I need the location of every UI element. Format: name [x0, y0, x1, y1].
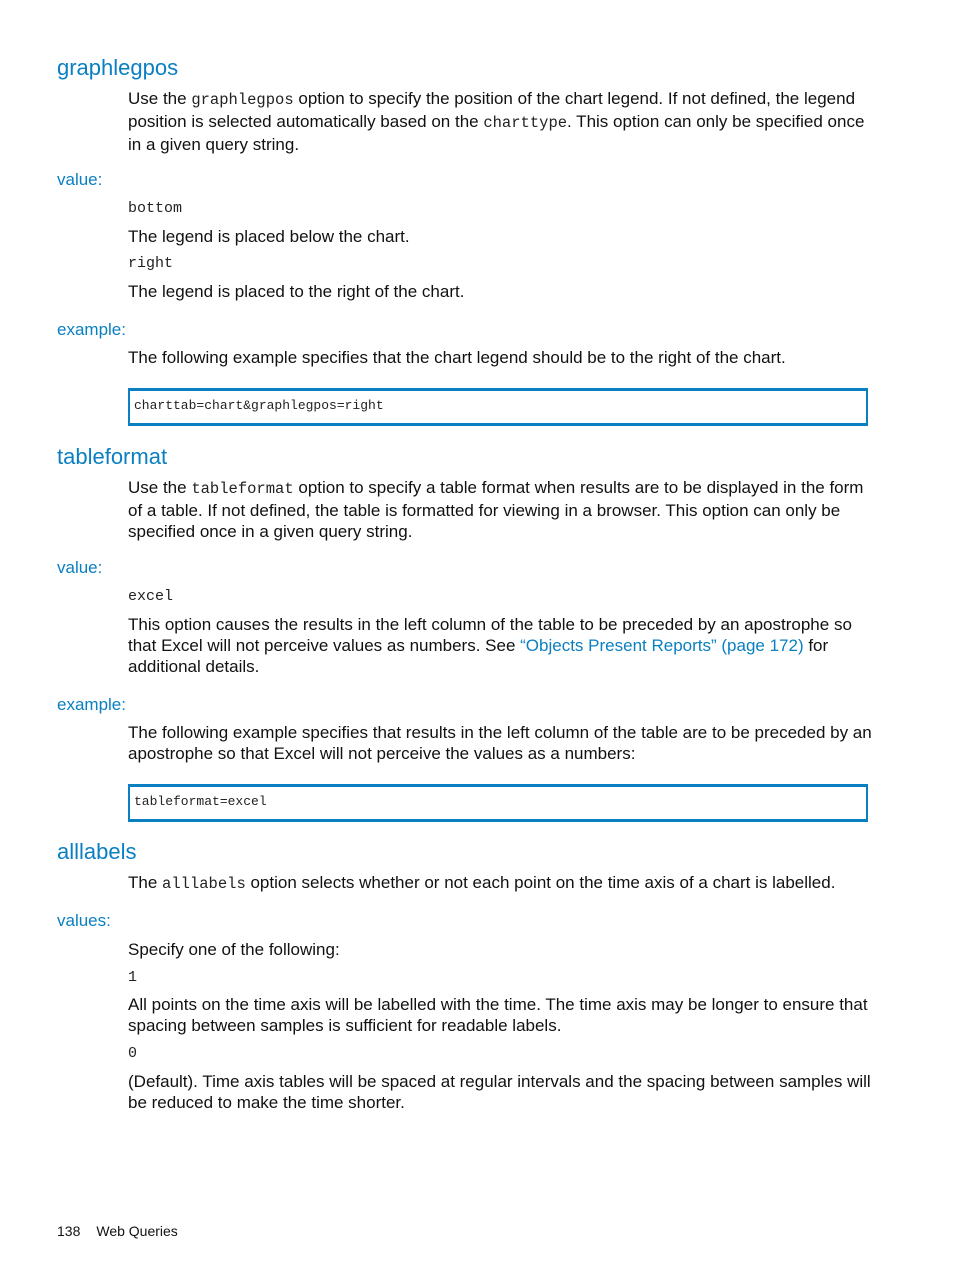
- subheading-example: example:: [57, 320, 126, 339]
- subheading-value: value:: [57, 170, 103, 189]
- inline-code-alllabels: alllabels: [162, 875, 246, 893]
- value-description-excel: [128, 614, 873, 677]
- page-number: 138: [57, 1223, 81, 1239]
- text-run: option to specify a table format when results are to be displayed in the form of a table. If not defined, the table is formatted for viewing in a browser. This option can only be specified once in a given query string.: [128, 478, 864, 541]
- footer-section-name: Web Queries: [96, 1223, 178, 1239]
- text-run: option selects whether or not each point on the time axis of a chart is labelled.: [245, 873, 836, 892]
- code-example-box: [128, 784, 868, 822]
- heading-graphlegpos: graphlegpos: [57, 55, 179, 80]
- text-run: The: [128, 873, 163, 892]
- inline-code-graphlegpos: graphlegpos: [191, 91, 294, 109]
- value-description-bottom: The legend is placed below the chart.: [128, 227, 410, 246]
- subheading-values: values:: [57, 911, 111, 930]
- value-description-right: The legend is placed to the right of the chart.: [128, 282, 465, 301]
- inline-code-charttype: charttype: [483, 114, 568, 132]
- example-description: The following example specifies that the chart legend should be to the right of the chart.: [128, 348, 786, 367]
- heading-tableformat: tableformat: [57, 444, 168, 469]
- alllabels-description: [128, 872, 873, 895]
- subheading-example: example:: [57, 695, 126, 714]
- text-run: for additional details.: [128, 636, 829, 676]
- value-code-1: 1: [128, 969, 138, 986]
- value-code-bottom: bottom: [128, 200, 183, 217]
- graphlegpos-description: [128, 88, 873, 155]
- text-run: Use the: [128, 89, 192, 108]
- value-code-0: 0: [128, 1045, 138, 1062]
- value-code-excel: excel: [128, 588, 174, 605]
- value-description-0: (Default). Time axis tables will be spaced at regular intervals and the spacing between samples will be reduced to make the time shorter.: [128, 1072, 871, 1112]
- page-footer: [57, 1222, 178, 1240]
- value-description-1: All points on the time axis will be labelled with the time. The time axis may be longer to ensure that spacing between samples is sufficient for readable labels.: [128, 995, 868, 1035]
- subheading-value: value:: [57, 558, 103, 577]
- code-example: charttab=chart&graphlegpos=right: [134, 398, 384, 413]
- text-run: Use the: [128, 478, 192, 497]
- tableformat-description: [128, 477, 873, 542]
- cross-reference-link[interactable]: “Objects Present Reports” (page 172): [520, 636, 804, 655]
- value-code-right: right: [128, 255, 174, 272]
- text-run: This option causes the results in the left column of the table to be preceded by an apostrophe so that Excel will not perceive values as numbers. See: [128, 615, 852, 655]
- inline-code-tableformat: tableformat: [191, 480, 294, 498]
- values-intro: Specify one of the following:: [128, 940, 340, 959]
- code-example: tableformat=excel: [134, 794, 267, 809]
- text-run: . This option can only be specified once in a given query string.: [128, 112, 865, 154]
- text-run: option to specify the position of the chart legend. If not defined, the legend position is selected automatically based on the: [128, 89, 856, 131]
- code-example-box: [128, 388, 868, 426]
- heading-alllabels: alllabels: [57, 839, 137, 864]
- example-description: The following example specifies that results in the left column of the table are to be preceded by an apostrophe so that Excel will not perceive the values as a numbers:: [128, 723, 872, 763]
